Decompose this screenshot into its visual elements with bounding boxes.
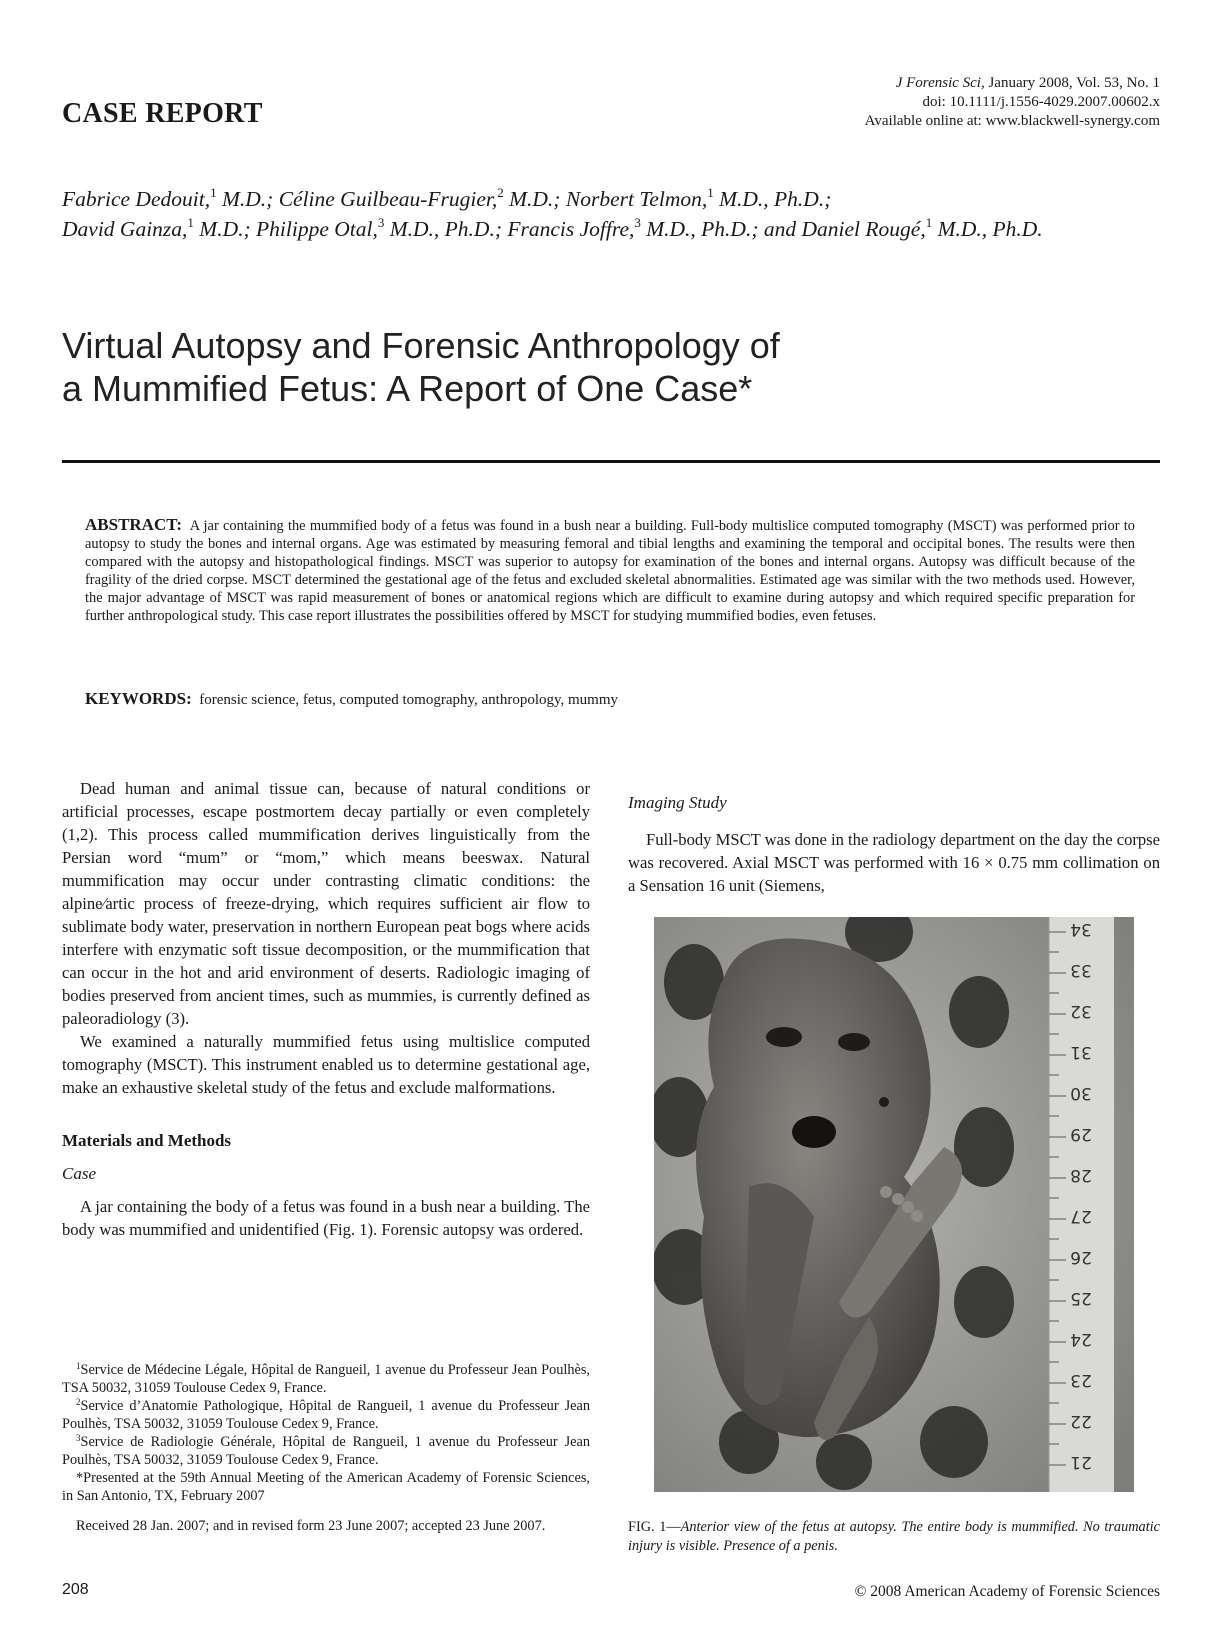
page-number: 208 [62, 1581, 89, 1598]
ruler-mark: 22 [1070, 1411, 1092, 1431]
left-column [62, 777, 590, 1241]
author: Francis Joffre,$^3$ M.D., Ph.D.; and [507, 215, 797, 241]
author: David Gainza,$^1$ M.D.; [62, 215, 251, 241]
ruler-mark: 32 [1070, 1001, 1092, 1021]
abstract-text: A jar containing the mummified body of a fetus was found in a bush near a building. Full-body multislice computed tomography (MSCT) was performed prior to autopsy to study the bones and internal organs. Age was estimated by measuring femoral and tibial lengths and examining the temporal and occipital bones. The results were then compared with the autopsy and histopathological findings. MSCT was superior to autopsy for examination of the bones and internal organs. Autopsy was difficult because of the fragility of the dried corpse. MSCT determined the gestational age of the fetus and excluded skeletal abnormalities. Estimated age was similar with the two methods used. However, the major advantage of MSCT was rapid measurement of bones or anatomical regions which are difficult to examine during autopsy and which required specific preparation for further anthropological study. This case report illustrates the possibilities offered by MSCT for studying mummified bodies, even fetuses. [85, 518, 1135, 624]
ruler-mark: 30 [1070, 1083, 1092, 1103]
figure-1-photo [654, 917, 1134, 1492]
online-availability: Available online at: www.blackwell-synergy.com [864, 113, 1160, 129]
author-list [62, 184, 1160, 244]
keywords [85, 689, 618, 709]
footnotes [62, 1361, 590, 1505]
title-line: a Mummified Fetus: A Report of One Case* [62, 368, 753, 409]
journal-citation [865, 74, 1160, 131]
ruler-mark: 23 [1070, 1370, 1092, 1390]
ruler-mark: 34 [1070, 919, 1092, 939]
caption-text: Anterior view of the fetus at autopsy. The entire body is mummified. No traumatic injury is visible. Presence of a penis. [628, 1519, 1160, 1554]
received-dates: Received 28 Jan. 2007; and in revised form 23 June 2007; accepted 23 June 2007. [76, 1518, 546, 1534]
body-paragraph: Full-body MSCT was done in the radiology department on the day the corpse was recovered. Axial MSCT was performed with 16 × 0.75 mm collimation on a Sensation 16 unit (Siemens, [628, 830, 1161, 895]
ruler-mark: 24 [1070, 1329, 1092, 1349]
journal-line [865, 74, 1160, 93]
ruler-mark: 31 [1070, 1042, 1092, 1062]
keywords-text: forensic science, fetus, computed tomography, anthropology, mummy [199, 692, 619, 708]
copyright: © 2008 American Academy of Forensic Sciences [854, 1583, 1160, 1600]
subsection-heading: Imaging Study [628, 793, 727, 812]
figure-caption [628, 1518, 1160, 1556]
ruler-mark: 28 [1070, 1165, 1092, 1185]
subsection-heading: Case [62, 1164, 96, 1183]
section-heading: Materials and Methods [62, 1131, 232, 1150]
author: Céline Guilbeau-Frugier,$^2$ M.D.; [278, 185, 561, 211]
author: Daniel Rougé,$^1$ M.D., Ph.D. [801, 215, 1043, 241]
ruler-mark: 26 [1070, 1247, 1092, 1267]
ruler-mark: 33 [1070, 960, 1092, 980]
ruler-mark: 21 [1070, 1452, 1092, 1472]
doi: doi: 10.1111/j.1556-4029.2007.00602.x [922, 94, 1160, 110]
section-label: CASE REPORT [62, 98, 263, 129]
footnote: $^3$Service de Radiologie Générale, Hôpital de Rangueil, 1 avenue du Professeur Jean Poulhès, TSA 50032, 31059 Toulouse Cedex 9, France. [62, 1433, 590, 1468]
keywords-label: KEYWORDS: [85, 689, 192, 708]
ruler-mark: 25 [1070, 1288, 1092, 1308]
body-paragraph: Dead human and animal tissue can, because of natural conditions or artificial processes, escape postmortem decay partially or even completely (1,2). This process called mummification derives linguistically from the Persian word “mum” or “mom,” which means beeswax. Natural mummification may occur under contrasting climatic conditions: the alpine⁄artic process of freeze-drying, which requires sufficient air flow to sublimate body water, preservation in northern European peat bogs where acids interfere with enzymatic soft tissue decomposition, or the mummification that can occur in the hot and arid environment of deserts. Radiologic imaging of bodies preserved from ancient times, such as mummies, is currently defined as paleoradiology (3). [62, 779, 590, 1028]
title-divider [62, 460, 1160, 463]
footnote: *Presented at the 59th Annual Meeting of the American Academy of Forensic Sciences, in San Antonio, TX, February 2007 [62, 1470, 590, 1504]
body-paragraph: We examined a naturally mummified fetus using multislice computed tomography (MSCT). This instrument enabled us to determine gestational age, make an exhaustive skeletal study of the fetus and exclude malformations. [62, 1032, 590, 1097]
footnote: $^1$Service de Médecine Légale, Hôpital de Rangueil, 1 avenue du Professeur Jean Poulhès, TSA 50032, 31059 Toulouse Cedex 9, France. [62, 1361, 590, 1396]
right-column-text [628, 828, 1160, 897]
author: Philippe Otal,$^3$ M.D., Ph.D.; [256, 215, 502, 241]
caption-label: FIG. 1— [628, 1519, 681, 1535]
abstract [85, 516, 1135, 625]
title-line: Virtual Autopsy and Forensic Anthropology of [62, 325, 780, 366]
author: Norbert Telmon,$^1$ M.D., Ph.D.; [565, 185, 832, 211]
journal-name: J Forensic Sci, [895, 75, 985, 91]
ruler-mark: 27 [1070, 1206, 1092, 1226]
ruler-mark: 29 [1070, 1124, 1092, 1144]
body-paragraph: A jar containing the body of a fetus was found in a bush near a building. The body was mummified and unidentified (Fig. 1). Forensic autopsy was ordered. [62, 1197, 590, 1239]
measuring-ruler [1049, 917, 1114, 1492]
footnote: $^2$Service d’Anatomie Pathologique, Hôpital de Rangueil, 1 avenue du Professeur Jean Poulhès, TSA 50032, 31059 Toulouse Cedex 9, France. [62, 1397, 590, 1432]
author: Fabrice Dedouit,$^1$ M.D.; [62, 185, 274, 211]
abstract-label: ABSTRACT: [85, 515, 182, 534]
journal-issue: January 2008, Vol. 53, No. 1 [984, 75, 1160, 91]
paper-title [62, 324, 780, 410]
fetus-photo-illustration [654, 917, 1134, 1492]
